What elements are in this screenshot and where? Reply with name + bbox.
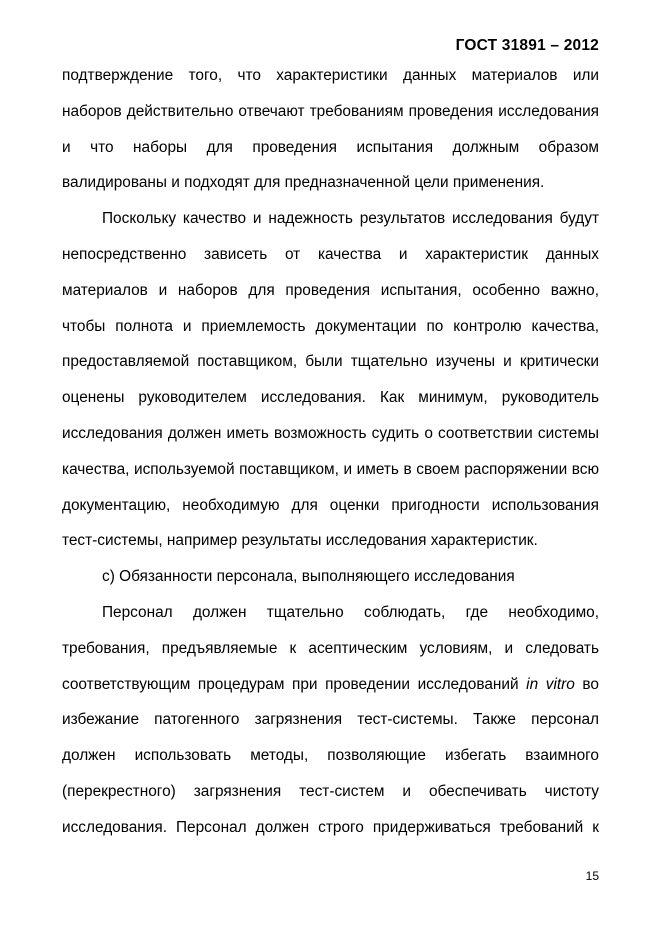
text-line: избежание патогенного загрязнения тест-системы. Также персонал [62,711,599,729]
text-line: чтобы полнота и приемлемость документации по контролю качества, [62,317,599,335]
text-line: материалов и наборов для проведения испытания, особенно важно, [62,281,599,299]
text-line: непосредственно зависеть от качества и характеристик данных [62,245,599,263]
text-segment: во [574,675,599,693]
text-line: должен использовать методы, позволяющие избегать взаимного [62,747,599,765]
text-line: предоставляемой поставщиком, были тщательно изучены и критически [62,353,599,371]
text-line: Поскольку качество и надежность результатов исследования будут [102,210,599,228]
text-line: оценены руководителем исследования. Как минимум, руководитель [62,389,599,407]
section-heading-personnel [62,559,599,595]
document-body [62,58,599,846]
text-line: (перекрестного) загрязнения тест-систем и обеспечивать чистоту [62,782,599,800]
text-line: требования, предъявляемые к асептическим условиям, и следовать [62,639,599,657]
italic-term: in vitro [526,675,575,693]
text-line: наборов действительно отвечают требованиям проведения исследования [62,102,599,120]
text-line: документацию, необходимую для оценки пригодности использования [62,496,599,514]
page-number: 15 [585,869,599,883]
paragraph-quality-reliability [62,201,599,559]
text-line: тест-системы, например результаты исследования характеристик. [62,532,538,550]
text-line: Персонал должен тщательно соблюдать, где необходимо, [102,603,599,621]
text-line: исследования должен иметь возможность судить о соответствии системы [62,424,599,442]
text-line [62,667,599,703]
text-line: качества, используемой поставщиком, и иметь в своем распоряжении всю [62,460,599,478]
text-line: исследования. Персонал должен строго придерживаться требований к [62,818,599,836]
text-line: подтверждение того, что характеристики данных материалов или [62,67,599,84]
text-line: валидированы и подходят для предназначенной цели применения. [62,174,545,192]
text-line: c) Обязанности персонала, выполняющего исследования [102,568,515,586]
text-line: и что наборы для проведения испытания должным образом [62,138,599,156]
paragraph-continuation [62,58,599,201]
text-segment: соответствующим процедурам при проведении исследований [62,675,527,693]
paragraph-personnel-duties [62,595,599,846]
document-header-code: ГОСТ 31891 – 2012 [455,37,599,54]
